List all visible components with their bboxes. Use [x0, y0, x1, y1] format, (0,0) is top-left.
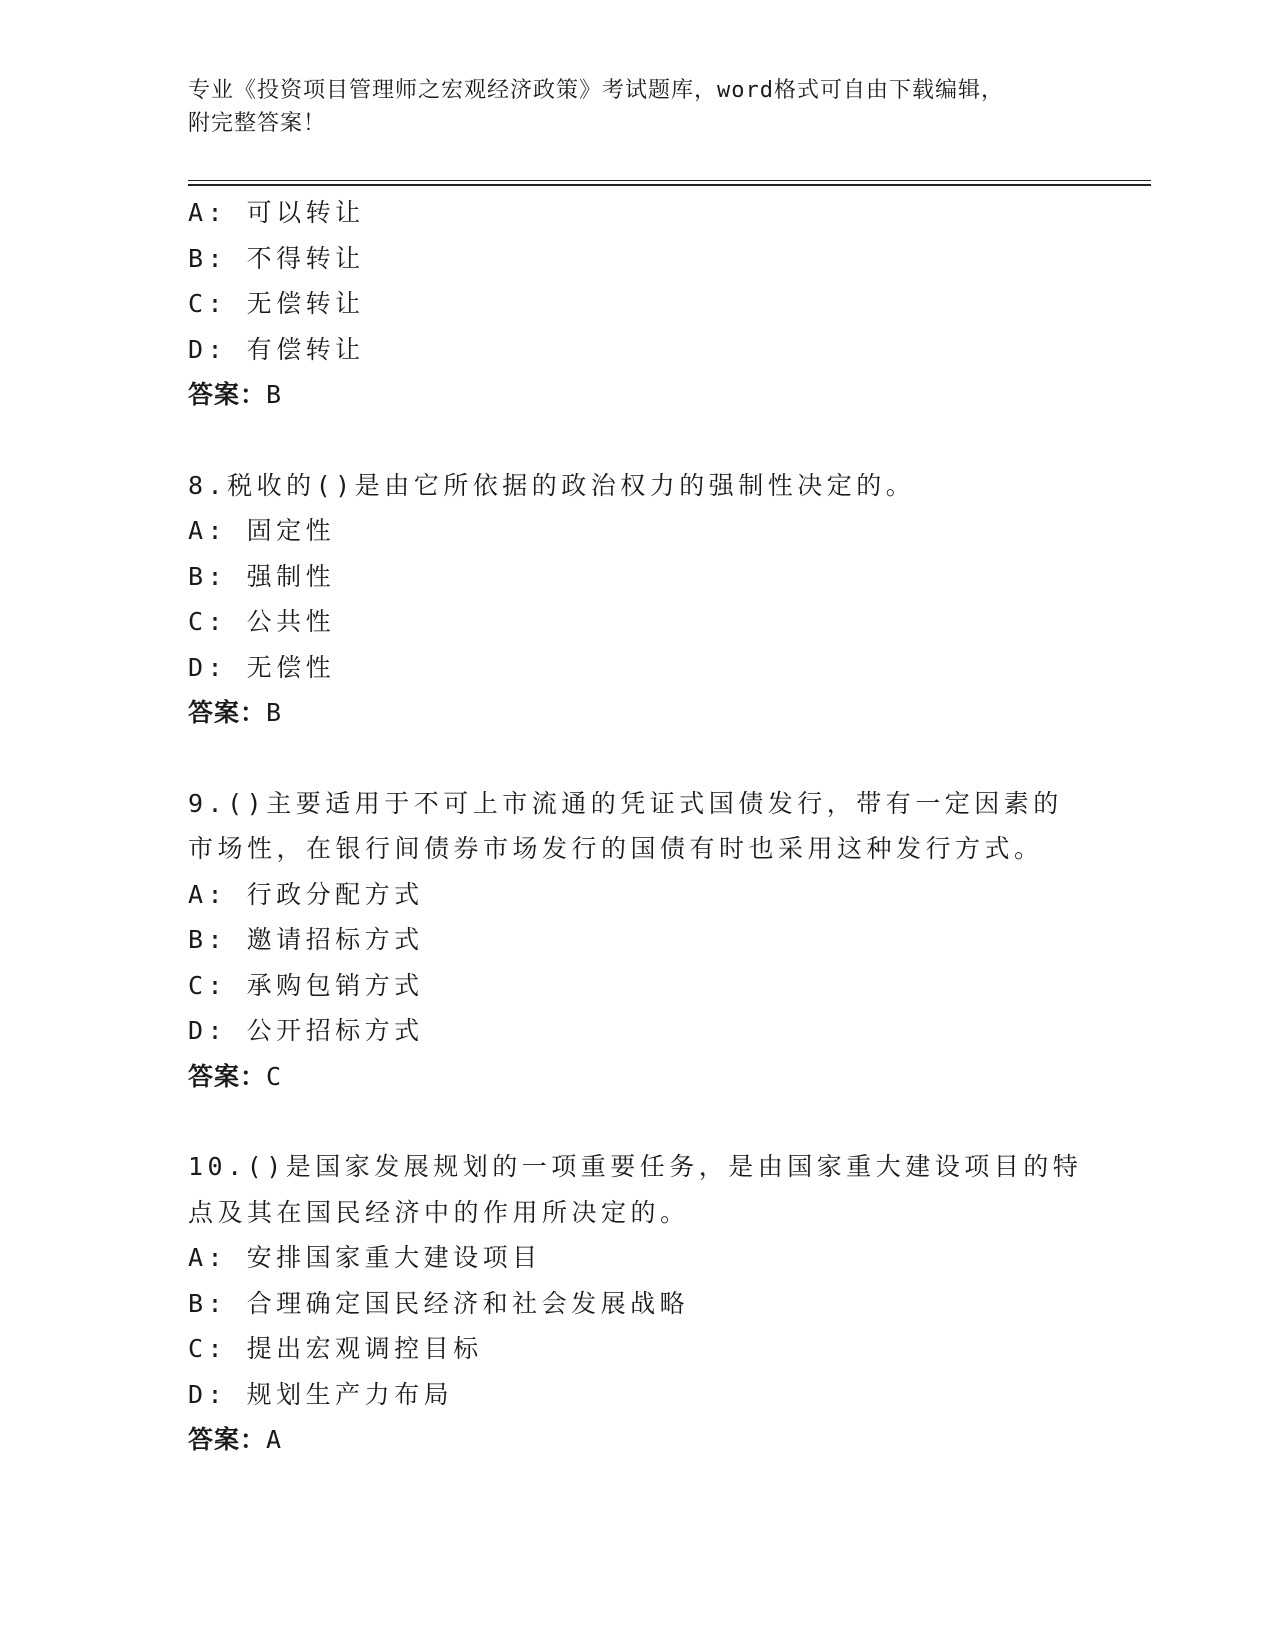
answer-line [188, 372, 1088, 418]
option-b: B: 合理确定国民经济和社会发展战略 [188, 1288, 690, 1318]
answer-value: B [266, 698, 283, 727]
option-a: A: 可以转让 [188, 198, 365, 227]
answer-value: A [266, 1425, 283, 1454]
option-c: C: 公共性 [188, 607, 336, 636]
answer-value: B [266, 380, 283, 409]
option-d: D: 公开招标方式 [188, 1016, 424, 1045]
header-line-2: 附完整答案！ [188, 111, 327, 136]
answer-line [188, 690, 1088, 736]
answer-label: 答案： [188, 380, 267, 409]
option-d: D: 无偿性 [188, 652, 336, 682]
answer-value: C [266, 1061, 283, 1091]
option-a: A: 安排国家重大建设项目 [188, 1243, 542, 1272]
option-b: B: 邀请招标方式 [188, 925, 424, 954]
option-a: A: 行政分配方式 [188, 879, 424, 909]
header-divider-thin [188, 180, 1151, 181]
answer-line [188, 1417, 1088, 1463]
header-line-1: 专业《投资项目管理师之宏观经济政策》考试题库，word格式可自由下载编辑， [188, 78, 1004, 103]
option-a: A: 固定性 [188, 516, 336, 545]
question-text: 10.()是国家发展规划的一项重要任务，是由国家重大建设项目的特点及其在国民经济中的作用所决定的。 [188, 1152, 1083, 1227]
question-list [188, 190, 1088, 1463]
answer-label: 答案： [188, 1425, 267, 1454]
option-b: B: 不得转让 [188, 243, 365, 273]
question-9 [188, 781, 1088, 1100]
option-b: B: 强制性 [188, 561, 336, 591]
option-c: C: 无偿转让 [188, 289, 365, 318]
question-10 [188, 1144, 1088, 1463]
option-d: D: 规划生产力布局 [188, 1379, 454, 1409]
option-c: C: 承购包销方式 [188, 970, 424, 1000]
question-text: 9.()主要适用于不可上市流通的凭证式国债发行，带有一定因素的市场性，在银行间债券市场发行的国债有时也采用这种发行方式。 [188, 788, 1063, 863]
question-text: 8.税收的()是由它所依据的政治权力的强制性决定的。 [188, 470, 916, 500]
option-d: D: 有偿转让 [188, 334, 365, 364]
answer-line [188, 1054, 1088, 1100]
question-8 [188, 463, 1088, 736]
option-c: C: 提出宏观调控目标 [188, 1334, 483, 1363]
question-7 [188, 190, 1088, 418]
answer-label: 答案： [188, 1061, 267, 1091]
page-header [188, 74, 1068, 140]
answer-label: 答案： [188, 698, 267, 727]
header-divider-thick [188, 184, 1151, 186]
